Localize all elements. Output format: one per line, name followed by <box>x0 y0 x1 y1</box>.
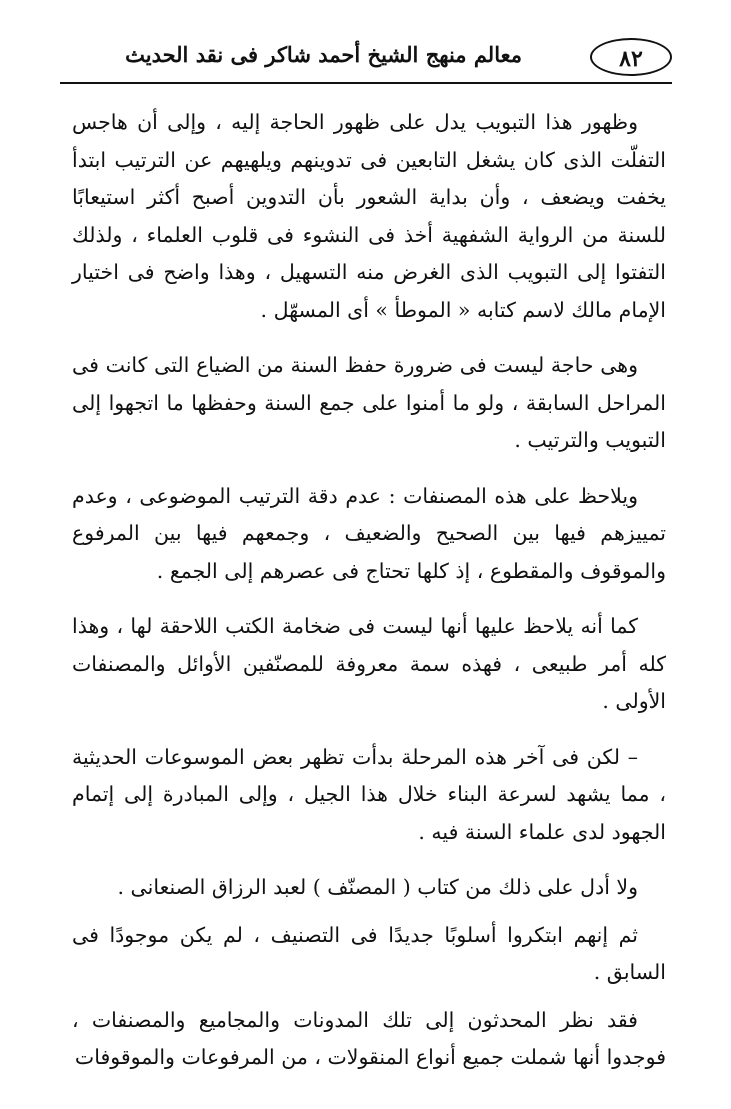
paragraph-4: كما أنه يلاحظ عليها أنها ليست فى ضخامة الكتب اللاحقة لها ، وهذا كله أمر طبيعى ، فهذه سمة معروفة للمصنّفين الأوائل والمصنفات الأولى . <box>72 614 666 713</box>
paragraph-2: وهى حاجة ليست فى ضرورة حفظ السنة من الضياع التى كانت فى المراحل السابقة ، ولو ما أمنوا على جمع السنة وحفظها ما اتجهوا إلى التبويب والترتيب . <box>72 353 666 452</box>
paragraph-1: وظهور هذا التبويب يدل على ظهور الحاجة إليه ، وإلى أن هاجس التفلّت الذى كان يشغل التابعين فى تدوينهم ويلهيهم عن الترتيب ابتدأ يخفت ويضعف ، وأن بداية الشعور بأن التدوين أصبح أكثر استيعابًا للسنة من الرواية الشفهية أخذ فى النشوء فى قلوب العلماء ، ولذلك التفتوا إلى التبويب الذى الغرض منه التسهيل ، وهذا واضح فى اختيار الإمام مالك لاسم كتابه « الموطأ » أى المسهّل . <box>72 110 666 322</box>
page-body <box>72 104 666 1095</box>
page-number: ٨٢ <box>590 38 672 76</box>
paragraph-8: فقد نظر المحدثون إلى تلك المدونات والمجاميع والمصنفات ، فوجدوا أنها شملت جميع أنواع المنقولات ، من المرفوعات والموقوفات <box>72 1007 666 1069</box>
page-header <box>60 36 672 86</box>
header-divider <box>60 82 672 84</box>
paragraph-3: ويلاحظ على هذه المصنفات : عدم دقة الترتيب الموضوعى ، وعدم تمييزهم فيها بين الصحيح والضعيف ، وجمعهم فيها بين المرفوع والموقوف والمقطوع ، إذ كلها تحتاج فى عصرهم إلى الجمع . <box>72 483 666 583</box>
paragraph-7: ثم إنهم ابتكروا أسلوبًا جديدًا فى التصنيف ، لم يكن موجودًا فى السابق . <box>72 922 666 984</box>
paragraph-5: – لكن فى آخر هذه المرحلة بدأت تظهر بعض الموسوعات الحديثية ، مما يشهد لسرعة البناء خلال هذا الجيل ، وإلى المبادرة إلى إتمام الجهود لدى علماء السنة فيه . <box>72 744 666 844</box>
running-title: معالم منهج الشيخ أحمد شاكر فى نقد الحديث <box>125 42 522 67</box>
paragraph-6: ولا أدل على ذلك من كتاب ( المصنّف ) لعبد الرزاق الصنعانى . <box>117 875 638 899</box>
